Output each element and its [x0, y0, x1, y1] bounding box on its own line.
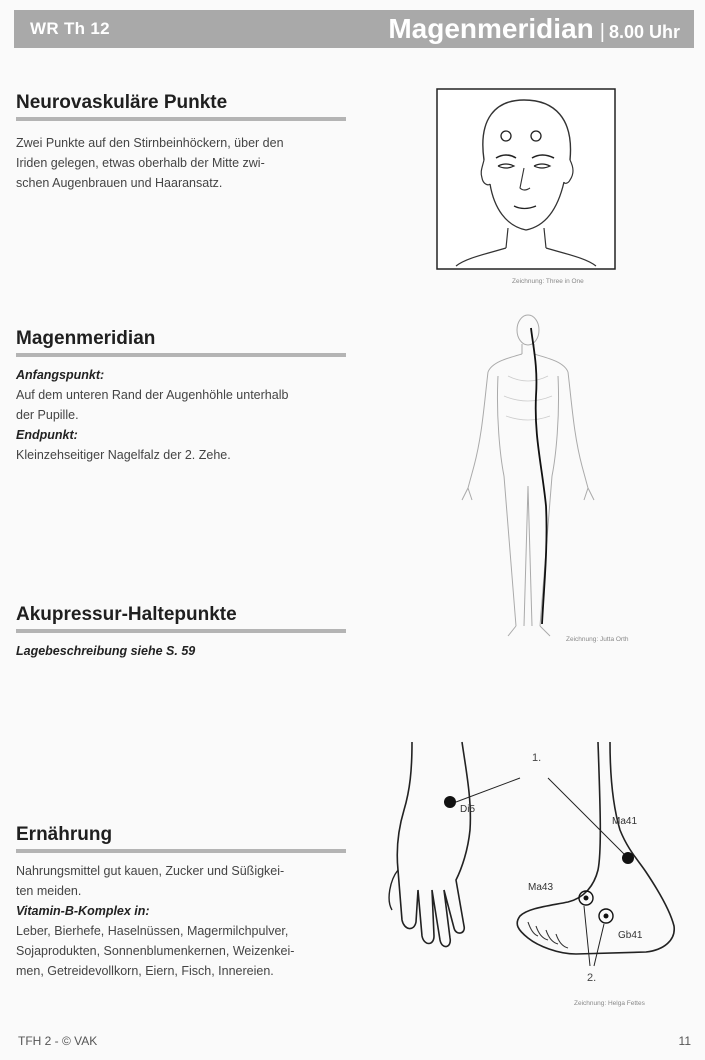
face-frame	[437, 89, 615, 269]
vitamin-line: Leber, Bierhefe, Haselnüssen, Magermilchpulver,	[16, 924, 289, 938]
leader-line-1-left	[456, 778, 520, 802]
vitamin-label: Vitamin-B-Komplex in:	[16, 904, 150, 918]
body-torso	[497, 376, 558, 476]
nutrition-text	[16, 861, 346, 981]
header-title: Magenmeridian	[388, 13, 594, 44]
face-drawing	[436, 88, 616, 270]
hand-thumb	[389, 870, 398, 910]
body-meridian-drawing	[438, 306, 618, 646]
end-point-text: Kleinzehseitiger Nagelfalz der 2. Zehe.	[16, 448, 231, 462]
leader-line-2	[584, 906, 604, 966]
section-neurovascular	[16, 92, 346, 193]
page-number: 11	[678, 1034, 691, 1048]
acupressure-heading: Akupressur-Haltepunkte	[16, 604, 346, 633]
foot-outline	[517, 742, 674, 954]
label-di5: Di5	[460, 804, 476, 815]
header-code: WR Th 12	[30, 19, 110, 38]
neuro-heading: Neurovaskuläre Punkte	[16, 92, 346, 121]
acupressure-note: Lagebeschreibung siehe S. 59	[16, 644, 196, 658]
point-ma43-dot	[584, 896, 589, 901]
body-feet	[508, 626, 550, 636]
nutrition-heading: Ernährung	[16, 824, 346, 853]
label-ma41: Ma41	[612, 816, 638, 827]
neuro-text	[16, 133, 346, 193]
neuro-line: Iriden gelegen, etwas oberhalb der Mitte zwi-	[16, 156, 265, 170]
page-header	[14, 10, 694, 48]
point-ma41-dot	[622, 852, 634, 864]
body-ribs	[504, 376, 552, 420]
label-point-2: 2.	[587, 972, 597, 984]
point-di5-dot	[444, 796, 456, 808]
nutrition-line: Nahrungsmittel gut kauen, Zucker und Süßigkei-	[16, 864, 285, 878]
end-point-label: Endpunkt:	[16, 428, 78, 442]
meridian-text	[16, 365, 346, 465]
label-gb41: Gb41	[618, 930, 643, 941]
header-separator: |	[599, 21, 605, 43]
stomach-meridian-line	[531, 328, 547, 624]
header-time: 8.00 Uhr	[608, 22, 680, 42]
acupressure-text	[16, 641, 346, 661]
start-point-label: Anfangspunkt:	[16, 368, 105, 382]
body-head	[517, 315, 539, 345]
section-meridian	[16, 328, 346, 465]
face-caption: Zeichnung: Three in One	[512, 278, 584, 285]
body-caption: Zeichnung: Jutta Orth	[566, 636, 629, 643]
meridian-heading: Magenmeridian	[16, 328, 346, 357]
section-acupressure	[16, 604, 346, 661]
section-nutrition	[16, 824, 346, 981]
header-title-group	[388, 13, 680, 45]
nutrition-line: ten meiden.	[16, 884, 82, 898]
acupressure-points-drawing	[388, 740, 688, 1002]
start-point-line: der Pupille.	[16, 408, 79, 422]
vitamin-line: Sojaprodukten, Sonnenblumenkernen, Weizenkei-	[16, 944, 295, 958]
point-gb41-dot	[604, 914, 609, 919]
body-shoulders	[488, 354, 568, 372]
footer-copyright: TFH 2 - © VAK	[18, 1034, 98, 1048]
hand-outline	[397, 742, 470, 947]
label-point-1: 1.	[532, 752, 542, 764]
foot-toes	[528, 922, 568, 948]
start-point-line: Auf dem unteren Rand der Augenhöhle unterhalb	[16, 388, 289, 402]
vitamin-line: men, Getreidevollkorn, Eiern, Fisch, Innereien.	[16, 964, 274, 978]
neuro-line: Zwei Punkte auf den Stirnbeinhöckern, über den	[16, 136, 284, 150]
label-ma43: Ma43	[528, 882, 554, 893]
feet-caption: Zeichnung: Helga Fettes	[574, 1000, 645, 1007]
body-arms	[468, 372, 588, 488]
neuro-line: schen Augenbrauen und Haaransatz.	[16, 176, 223, 190]
